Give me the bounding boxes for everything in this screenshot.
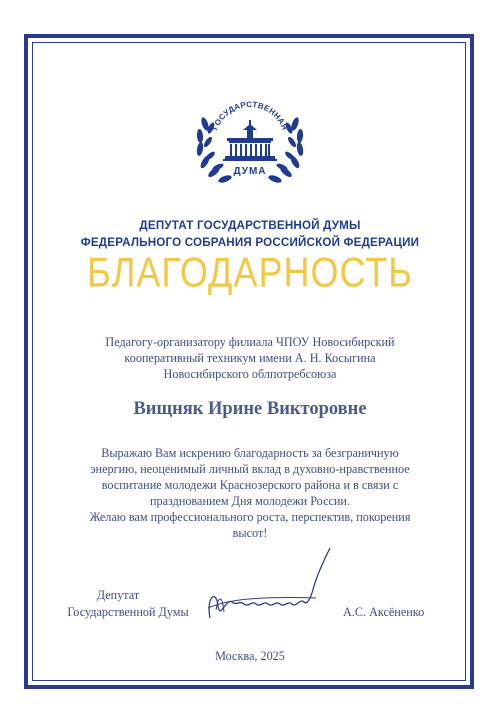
person-name: Вищняк Ирине Викторовне (133, 399, 367, 419)
body-line-6: высот! (232, 526, 268, 540)
signatory-name: А.С. Аксёненко (343, 605, 425, 619)
recipient-line-3: Новосибирского облпотребсоюза (163, 367, 337, 381)
duma-building-icon (223, 120, 277, 161)
recipient-line-2: кооперативный техникум имени А. Н. Косыгина (124, 351, 376, 365)
duma-emblem-icon (183, 84, 317, 196)
header-line-2: ФЕДЕРАЛЬНОГО СОБРАНИЯ РОССИЙСКОЙ ФЕДЕРАЦИИ (80, 236, 420, 249)
body-line-5: Желаю вам профессионального роста, перспектив, покорения (89, 510, 411, 524)
body-line-3: воспитание молодежи Краснозерского района и в связи с (101, 478, 399, 492)
emblem-arc-text: ГОСУДАРСТВЕННАЯ (210, 99, 290, 132)
emblem-duma-text: ДУМА (233, 166, 267, 177)
signatory-title-line-1: Депутат (96, 588, 140, 602)
body-line-4: празднованием Дня молодежи России. (150, 494, 350, 508)
recipient-line-1: Педагогу-организатору филиала ЧПОУ Новосибирский (105, 335, 395, 349)
body-line-2: энергию, неоценимый личный вклад в духовно-нравственное (90, 462, 410, 476)
body-line-1: Выражаю Вам искрению благодарность за безграничную (101, 446, 399, 460)
signatory-title-line-2: Государственной Думы (67, 605, 189, 619)
handwritten-signature (196, 538, 346, 628)
place-and-year: Москва, 2025 (215, 649, 285, 663)
header-line-1: ДЕПУТАТ ГОСУДАРСТВЕННОЙ ДУМЫ (139, 219, 361, 232)
certificate-title: БЛАГОДАРНОСТЬ (87, 248, 413, 296)
